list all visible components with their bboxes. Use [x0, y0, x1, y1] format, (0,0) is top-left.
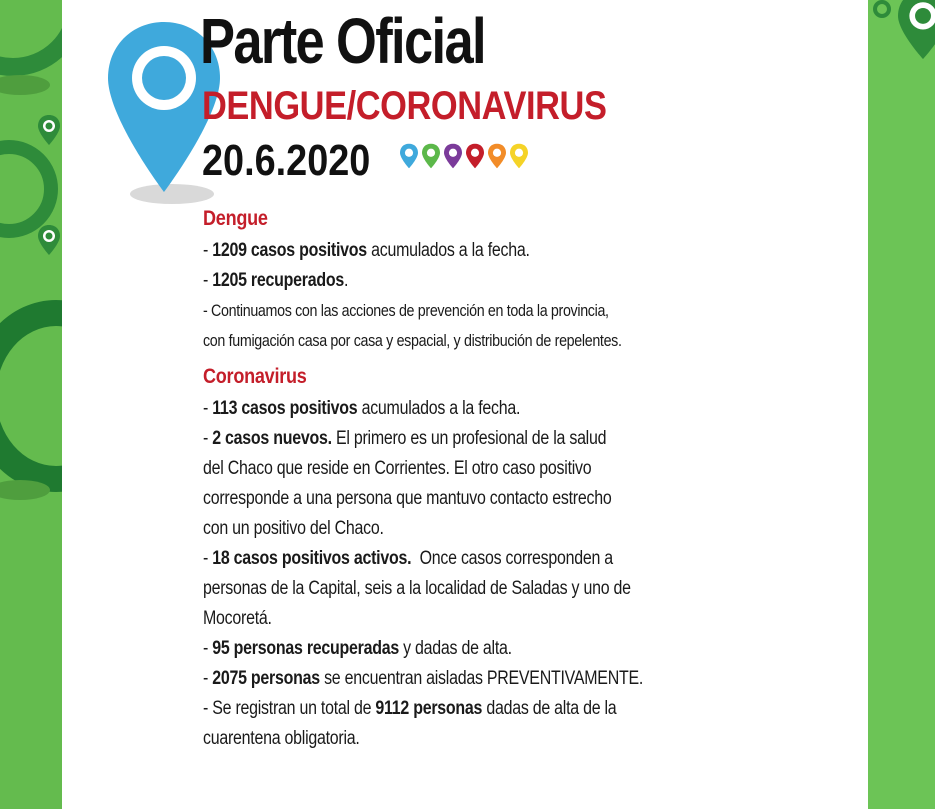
blue-pin-icon: [400, 143, 418, 169]
dengue-cases: - 1209 casos positivos acumulados a la fecha.: [203, 240, 530, 261]
covid-new-cases: - 2 casos nuevos. El primero es un profesional de la salud del Chaco que reside en Corrientes. El otro caso positivo corresponde a una persona que mantuvo contacto estrecho con un positivo del Chaco.: [203, 428, 612, 539]
page-title: Parte Oficial: [200, 5, 485, 77]
small-pin-icon: [38, 115, 60, 145]
small-pin-icon: [898, 0, 935, 60]
pin-shadow: [0, 480, 50, 500]
covid-isolated: - 2075 personas se encuentran aisladas PREVENTIVAMENTE.: [203, 668, 644, 689]
dengue-actions-line: - Continuamos con las acciones de prevención en toda la provincia,: [203, 301, 609, 320]
dengue-actions-line: con fumigación casa por casa y espacial, y distribución de repelentes.: [203, 331, 622, 350]
red-pin-icon: [466, 143, 484, 169]
dengue-recovered: - 1205 recuperados.: [203, 270, 349, 291]
covid-discharged: - Se registran un total de 9112 personas dadas de alta de la cuarentena obligatoria.: [203, 698, 617, 749]
decorative-ring: [873, 0, 891, 18]
decorative-ring: [0, 300, 62, 492]
green-pin-icon: [422, 143, 440, 169]
right-decoration: [868, 0, 935, 809]
covid-active-cases: - 18 casos positivos activos. Once casos corresponden a personas de la Capital, seis a la localidad de Saladas y uno de Mocoretá.: [203, 548, 631, 629]
bulletin-content: [203, 204, 763, 754]
yellow-pin-icon: [510, 143, 528, 169]
covid-cases: - 113 casos positivos acumulados a la fecha.: [203, 398, 521, 419]
page-subtitle: DENGUE/CORONAVIRUS: [202, 84, 607, 128]
section-heading-coronavirus: Coronavirus: [203, 365, 307, 388]
small-pin-icon: [38, 225, 60, 255]
purple-pin-icon: [444, 143, 462, 169]
report-date: 20.6.2020: [202, 136, 371, 185]
pin-shadow: [0, 75, 50, 95]
section-heading-dengue: Dengue: [203, 207, 268, 230]
covid-recovered: - 95 personas recuperadas y dadas de alta.: [203, 638, 512, 659]
left-decoration: [0, 0, 62, 809]
decorative-ring: [0, 140, 58, 238]
orange-pin-icon: [488, 143, 506, 169]
colored-pins-row: [400, 143, 528, 169]
decorative-ring: [0, 0, 62, 76]
